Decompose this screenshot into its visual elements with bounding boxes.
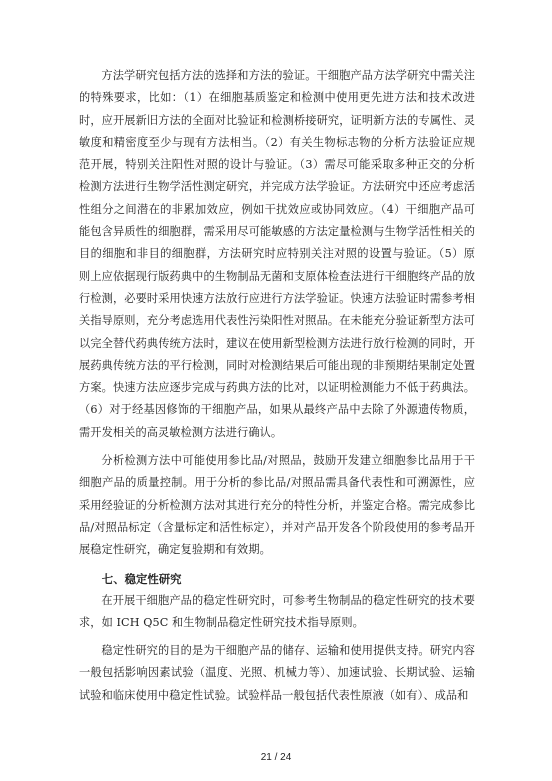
page-number: 21 / 24 (260, 752, 292, 763)
paragraph-stability-reference: 在开展干细胞产品的稳定性研究时，可参考生物制品的稳定性研究的技术要求，如 ICH Q5C 和生物制品稳定性研究技术指导原则。 (79, 593, 475, 629)
page-body (79, 65, 475, 707)
paragraph-reference-standards: 分析检测方法中可能使用参比品/对照品，鼓励开发建立细胞参比品用于干细胞产品的质量控制。用于分析的参比品/对照品需具备代表性和可溯源性，应采用经验证的分析检测方法对其进行充分的特性分析，并鉴定合格。需完成参比品/对照品标定（含量标定和活性标定），并对产品开发各个阶段使用的参考品开展稳定性研究，确定复验期和有效期。 (79, 454, 475, 557)
section-heading-stability: 七、稳定性研究 (101, 571, 182, 586)
paragraph-stability-purpose: 稳定性研究的目的是为干细胞产品的储存、运输和使用提供支持。研究内容一般包括影响因素试验（温度、光照、机械力等）、加速试验、长期试验、运输试验和临床使用中稳定性试验。试验样品一般包括代表性原液（如有）、成品和 (79, 644, 475, 702)
paragraph-method-validation: 方法学研究包括方法的选择和方法的验证。干细胞产品方法学研究中需关注的特殊要求，比如：（1）在细胞基质鉴定和检测中使用更先进方法和技术改进时，应开展新旧方法的全面对比验证和检测桥接研究，证明新方法的专属性、灵敏度和精密度至少与现有方法相当。（2）有关生物标志物的分析方法验证应规范开展，特别关注阳性对照的设计与验证。（3）需尽可能采取多种正交的分析检测方法进行生物学活性测定研究，并完成方法学验证。方法研究中还应考虑活性组分之间潜在的非累加效应，例如干扰效应或协同效应。（4）干细胞产品可能包含异质性的细胞群，需采用尽可能敏感的方法定量检测与生物学活性相关的目的细胞和非目的细胞群，方法研究时应特别关注对照的设置与验证。（5）原则上应依据现行版药典中的生物制品无菌和支原体检查法进行干细胞终产品的放行检测，必要时采用快速方法放行应进行方法学验证。快速方法验证时需参考相关指导原则，充分考虑选用代表性污染阳性对照品。在未能充分验证新型方法可以完全替代药典传统方法时，建议在使用新型检测方法进行放行检测的同时，开展药典传统方法的平行检测，同时对检测结果后可能出现的非预期结果制定处置方案。快速方法应逐步完成与药典方法的比对，以证明检测能力不低于药典法。（6）对于经基因修饰的干细胞产品，如果从最终产品中去除了外源遗传物质，需开发相关的高灵敏检测方法进行确认。 (79, 69, 475, 439)
